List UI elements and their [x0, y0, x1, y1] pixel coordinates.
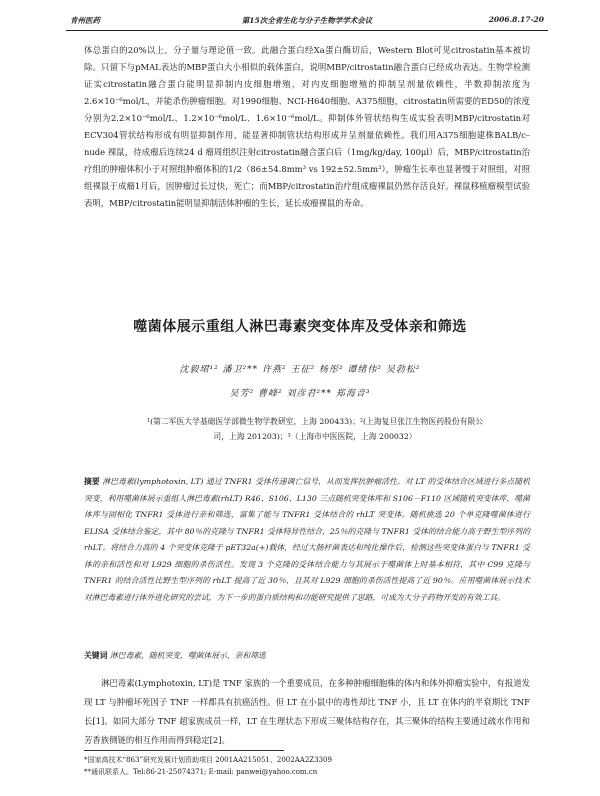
- footnotes: [84, 754, 530, 778]
- header-date: 2006.8.17-20: [488, 15, 544, 24]
- header-conference: 第15次全省生化与分子生物学学术会议: [241, 16, 373, 25]
- footnote-contact: **通讯联系人。Tel:86-21-25074371; E-mail: panwei@yahoo.com.cn: [84, 768, 318, 776]
- footnote-funding: *国家高技术“863”研究发展计划资助项目 2001AA215051、2002AA2Z3309: [84, 756, 332, 764]
- header-journal: 肯州医药: [70, 16, 100, 25]
- affiliations: [100, 414, 530, 444]
- keywords-label: 关键词: [84, 651, 108, 660]
- affiliation-line-2: 司，上海 201203)；³（上海市中医医院，上海 200032）: [213, 432, 417, 441]
- running-header: [70, 15, 544, 29]
- body-paragraph: 淋巴毒素(Lymphotoxin, LT)是 TNF 家族的一个重要成员，在多种肿瘤细胞株的体内和体外抑瘤实验中，有报道发现 LT 与肿瘤坏死因子 TNF 一样都具有抗癌活性。但 LT 在小鼠中的毒性却比 TNF 小，且 LT 在体内的半衰期比 TNF 长[1]。如同大部分 TNF 超家族成员一样，LT 在生理状态下形成三聚体结构存在，其三聚体的结构主要通过疏水作用和芳香族侧链的相互作用而得到稳定[2]。: [84, 678, 530, 745]
- keywords-text: 淋巴毒素，随机突变，噬菌体展示，亲和筛选: [109, 651, 266, 660]
- authors-line-1: 沈毅珺¹² 潘卫²** 许燕² 王征² 杨彤² 谭绪伟² 吴勃松²: [179, 365, 421, 375]
- authors-line-2: 吴芳² 曹峰² 刘彦君²** 郑海音³: [229, 389, 371, 399]
- abstract-text: 淋巴毒素(lymphotoxin, LT) 通过 TNFR1 受体传递调亡信号，从而发挥抗肿瘤活性。对 LT 的受体结合区域进行多点随机突变，利用噬菌体展示重组人淋巴毒素(rhLT) R46、S106、L130 三点随机突变体库和 S106－F110 区域随机突变体库，噬菌体库与固相化 TNFR1 受体进行亲和筛选，富集了能与 TNFR1 受体结合的 rhLT 突变体。随机挑选 20 个单克隆噬菌体进行 ELISA 受体结合鉴定，其中 80％的克隆与 TNFR1 受体特异性结合，25％的克隆与 TNFR1 受体的结合能力高于野生型序列的 rhLT。将结合力高的 4 个突变体克隆于 pET32a(+)载体，经过大肠杆菌表达和纯化操作后，检测这些突变体蛋白与 TNFR1 受体的亲和活性和对 L929 细胞的杀伤活性。发现 3 个克隆的受体结合能力与其展示于噬菌体上时基本相符，其中 C99 克隆与 TNFR1 的结合活性比野生型序列的 rhLT 提高了近 30％，且其对 L929 细胞的杀伤活性提高了近 90％。应用噬菌体展示技术对淋巴毒素进行体外进化研究的尝试，为下一步的蛋白质结构和功能研究提供了思路，可成为大分子药物开发的有效工具。: [84, 477, 530, 602]
- affiliation-line-1: ¹(第二军医大学基础医学部微生物学教研室，上海 200433)；²(上海复旦张江生物医药股份有限公: [146, 417, 484, 426]
- abstract-label: 摘要: [84, 477, 100, 486]
- footnote-rule: [84, 750, 284, 751]
- previous-article-continuation: 体总蛋白的20%以上，分子量与理论值一致。此融合蛋白经Xa蛋白酶切后，Western Blot可见citrostatin基本被切除。只留下与pMAL表达的MBP蛋白大小相似的载体蛋白，说明MBP/citrostatin融合蛋白已经成功表达。生物学检测证实citrostatin融合蛋白能明显抑制内皮细胞增殖，对内皮细胞增殖的抑制呈剂量依赖性，半数抑制浓度为2.6×10⁻⁶mol/L，并能杀伤肿瘤细胞。对1990细胞、NCI-H640细胞、A375细胞，citrostatin所需要的ED50的浓度分别为2.2×10⁻⁶mol/L、1.2×10⁻⁶mol/L、1.6×10⁻⁶mol/L。抑制体外管状结构生成实验表明MBP/citrostatin对ECV304管状结构形成有明显抑制作用，能显著抑制管状结构形成并呈剂量依赖性。我们用A375细胞建株BALB/c–nude 裸鼠，待成瘤后连续24 d 瘤周组织注射citrostatin融合蛋白后（1mg/kg/day, 100μl）后，MBP/citrostatin治疗组的肿瘤体积小于对照组肿瘤体积的1/2（86±54.8mm³ vs 192±52.5mm³），肿瘤生长率也显著慢于对照组，对照组裸鼠于成瘤1月后，因肿瘤过长过快，死亡；而MBP/citrostatin治疗组成瘤裸鼠仍然存活良好。裸鼠移植瘤模型试验表明，MBP/citrostatin能明显抑制活体肿瘤的生长，延长成瘤裸鼠的寿命。: [84, 45, 530, 208]
- article-title: 噬菌体展示重组人淋巴毒素突变体库及受体亲和筛选: [133, 319, 467, 335]
- header-rule: [66, 30, 548, 31]
- keywords: [84, 650, 530, 661]
- abstract: [84, 474, 530, 606]
